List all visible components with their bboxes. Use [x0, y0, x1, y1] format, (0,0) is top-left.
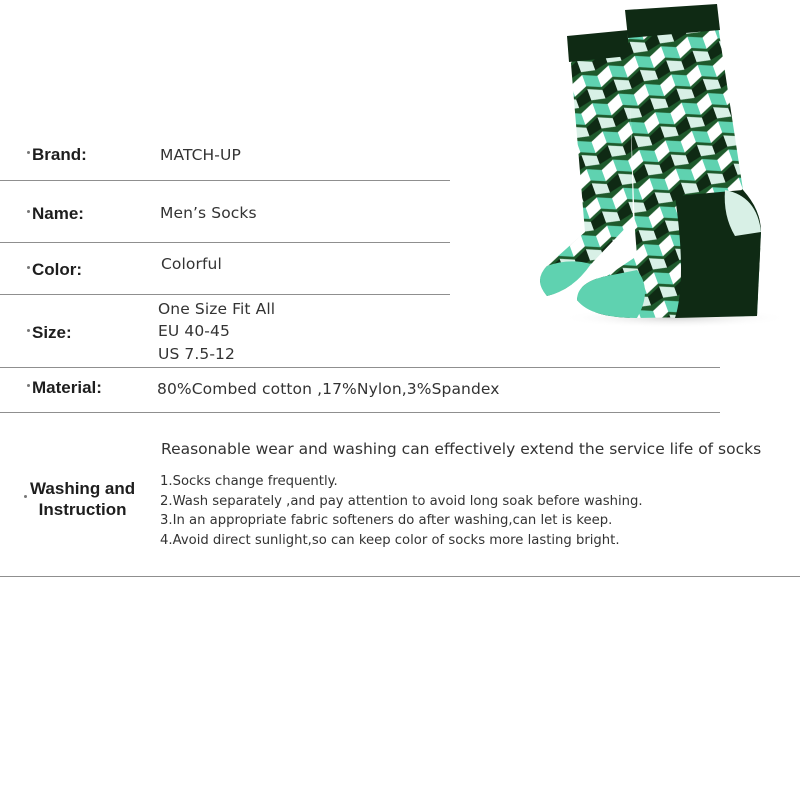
- bullet-brand: [27, 151, 30, 154]
- bullet-washing: [24, 495, 27, 498]
- divider-name: [0, 242, 450, 243]
- bullet-material: [27, 384, 30, 387]
- washing-label-line-1: Washing and: [30, 479, 136, 498]
- washing-item-4: 4.Avoid direct sunlight,so can keep color of socks more lasting bright.: [160, 532, 620, 548]
- material-label: Material:: [32, 378, 102, 397]
- bullet-name: [27, 210, 30, 213]
- divider-brand: [0, 180, 450, 181]
- brand-label: Brand:: [32, 145, 87, 164]
- washing-list: [160, 472, 643, 550]
- bullet-color: [27, 266, 30, 269]
- color-label: Color:: [32, 260, 83, 279]
- brand-value: MATCH-UP: [160, 146, 241, 164]
- divider-material: [0, 412, 720, 413]
- washing-item-1: 1.Socks change frequently.: [160, 474, 338, 489]
- divider-washing: [0, 576, 800, 577]
- divider-color: [0, 294, 450, 295]
- size-value-2: EU 40-45: [158, 322, 230, 340]
- green-socks-image: [525, 0, 800, 330]
- washing-label: [30, 478, 135, 520]
- washing-item-2: 2.Wash separately ,and pay attention to avoid long soak before washing.: [160, 493, 643, 509]
- divider-size: [0, 367, 720, 368]
- size-value-3: US 7.5-12: [158, 345, 235, 363]
- material-value: 80%Combed cotton ,17%Nylon,3%Spandex: [157, 380, 500, 398]
- color-value: Colorful: [161, 255, 222, 273]
- name-label: Name:: [32, 204, 84, 223]
- washing-label-line-2: Instruction: [38, 500, 127, 519]
- name-value: Men’s Socks: [160, 204, 257, 222]
- washing-title: Reasonable wear and washing can effectively extend the service life of socks: [161, 440, 762, 458]
- size-label: Size:: [32, 323, 72, 342]
- bullet-size: [27, 329, 30, 332]
- washing-item-3: 3.In an appropriate fabric softeners do after washing,can let is keep.: [160, 513, 613, 528]
- size-value-1: One Size Fit All: [158, 300, 276, 318]
